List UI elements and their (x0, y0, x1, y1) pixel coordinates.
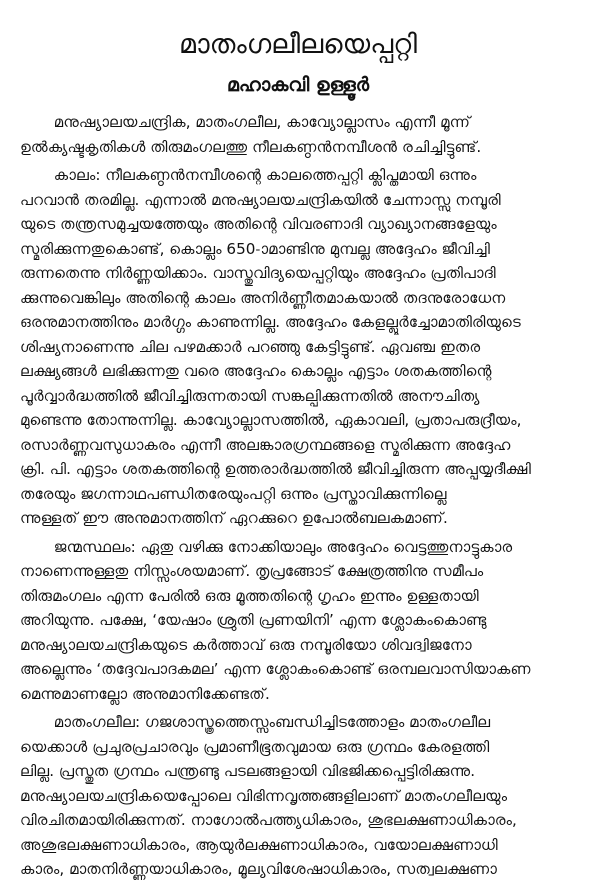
text-line: ജന്മസ്ഥലം: ഏതു വഴിക്കു നോക്കിയാലും അദ്ദേഹം വെട്ടത്തുനാട്ടുകാര (20, 537, 513, 556)
text-line: പറവാൻ തരമില്ല. എന്നാൽ മനുഷ്യാലയചന്ദ്രികയിൽ ചേന്നാസ്സു നമ്പൂരി (20, 190, 501, 209)
text-line: അല്ലെന്നും ‘തദ്ദേവപാദകമല’ എന്ന ശ്ലോകംകൊണ്ട് ഒരമ്പലവാസിയാകണ (20, 660, 531, 678)
text-line: ലില്ല. പ്രസ്തുത ഗ്രന്ഥം പന്ത്രണ്ടു പടലങ്ങളായി വിഭജിക്കപ്പെട്ടിരിക്കുന്നു. (20, 762, 476, 780)
text-line: ശിഷ്യനാണെന്നു ചില പഴമക്കാർ പറഞ്ഞു കേട്ടിട്ടുണ്ട്. ഏവഞ്ച ഇതര (20, 337, 481, 356)
text-line: വിരചിതമായിരിക്കുന്നത്. നാഗോൽപത്ത്യധികാരം, ശുഭലക്ഷണാധികാരം, (20, 811, 517, 829)
paragraph (20, 535, 576, 707)
text-line: തിരുമംഗലം എന്ന പേരിൽ ഒരു മൂത്തതിന്റെ ഗൃഹം ഇന്നും ഉള്ളതായി (20, 586, 479, 605)
paragraph (20, 110, 576, 159)
text-line: മുണ്ടെന്നു തോന്നുന്നില്ല. കാവ്യോല്ലാസത്തിൽ, ഏകാവലി, പ്രതാപരുദ്രീയം, (20, 411, 522, 429)
text-line: ന്നുള്ളത് ഈ അനുമാനത്തിന് ഏറക്കുറെ ഉപോൽബലകമാണ്. (20, 509, 448, 527)
text-line: ഉൽക്യഷ്ടകൃതികൾ തിരുമംഗലത്തു നീലകണ്ഠൻനമ്പീശൻ രചിച്ചിട്ടുണ്ട്. (20, 137, 482, 156)
text-line: മെന്നുമാണല്ലോ അനുമാനിക്കേണ്ടത്. (20, 684, 270, 703)
text-line: ക്രി. പി. എട്ടാം ശതകത്തിന്റെ ഉത്തരാർദ്ധത്തിൽ ജീവിച്ചിരുന്ന അപ്പയ്യദീക്ഷി (20, 460, 531, 478)
text-line: യെക്കാൾ പ്രചുരപ്രചാരവും പ്രമാണീഭൂതവുമായ ഒരു ഗ്രന്ഥം കേരളത്തി (20, 737, 490, 756)
text-line: നാണെന്നുള്ളതു നിസ്സംശയമാണ്. തൃപ്രങ്ങോട് ക്ഷേത്രത്തിനു സമീപം (20, 562, 484, 580)
page-title: മാതംഗലീലയെപ്പറ്റി (178, 29, 418, 60)
body-text (20, 110, 576, 882)
text-line: മനുഷ്യാലയചന്ദ്രികയെപ്പോലെ വിഭിന്നവൃത്തങ്ങളിലാണ് മാതംഗലീലയും (20, 786, 508, 805)
text-line: ഒരനുമാനത്തിനും മാർഗ്ഗം കാണുന്നില്ല. അദ്ദേഹം കേളല്ലൂർച്ചോമാതിരിയുടെ (20, 313, 521, 331)
paragraph (20, 163, 576, 531)
text-line: യുടെ തന്ത്രസമുച്ചയത്തേയും അതിന്റെ വിവരണാദി വ്യാഖ്യാനങ്ങളേയും (20, 215, 497, 233)
text-line: മാതംഗലീല: ഗജശാസ്ത്രത്തെസ്സംബന്ധിച്ചിടത്തോളം മാതംഗലീല (20, 713, 491, 731)
text-line: കാലം: നീലകണ്ഠൻനമ്പീശന്റെ കാലത്തെപ്പറ്റി ക്ലിപ്തമായി ഒന്നും (20, 166, 477, 184)
text-line: ക്കുന്നുവെങ്കിലും അതിന്റെ കാലം അനിർണ്ണീതമാകയാൽ തദനുരോധേന (20, 288, 506, 307)
text-line: അശുഭലക്ഷണാധികാരം, ആയുർലക്ഷണാധികാരം, വയോലക്ഷണാധി (20, 835, 498, 854)
text-line: കാരം, മാതനിർണ്ണയാധികാരം, മൂല്യവിശേഷാധികാരം, സത്വലക്ഷണാ (20, 860, 497, 878)
paragraph (20, 710, 576, 882)
text-line: അറിയുന്നു. പക്ഷേ, ‘യേഷാം ശ്രുതി പ്രണയിനി’ എന്ന ശ്ലോകംകൊണ്ടു (20, 611, 487, 629)
text-line: തരേയും ജഗന്നാഥപണ്ഡിതരേയുംപറ്റി ഒന്നും പ്രസ്താവിക്കുന്നില്ലെ (20, 484, 447, 503)
author-name: മഹാകവി ഉള്ളൂർ (226, 74, 370, 96)
text-line: രുന്നതെന്നു നിർണ്ണയിക്കാം. വാസ്തുവിദ്യയെപ്പറ്റിയും അദ്ദേഹം പ്രതിപാദി (20, 264, 496, 282)
text-line: പൂർവ്വാർദ്ധത്തിൽ ജീവിച്ചിരുന്നതായി സങ്കല്പിക്കുന്നതിൽ അനൗചിത്യ (20, 386, 480, 405)
text-line: മനുഷ്യാലയചന്ദ്രികയുടെ കർത്താവ് ഒരു നമ്പൂരിയോ ശിവദ്വിജനോ (20, 635, 472, 654)
text-line: രസാർണ്ണവസുധാകരം എന്നീ അലങ്കാരഗ്രന്ഥങ്ങളെ സ്മരിക്കുന്ന അദ്ദേഹ (20, 435, 511, 454)
text-line: മനുഷ്യാലയചന്ദ്രിക, മാതംഗലീല, കാവ്യോല്ലാസം എന്നീ മൂന്ന് (20, 113, 471, 131)
text-line: സ്മരിക്കുന്നതുകൊണ്ട്, കൊല്ലം 650-ാമാണ്ടിനു മുമ്പല്ല അദ്ദേഹം ജീവിച്ചി (20, 239, 490, 258)
text-line: ലക്ഷ്യങ്ങൾ ലഭിക്കുന്നതു വരെ അദ്ദേഹം കൊല്ലം എട്ടാം ശതകത്തിന്റെ (20, 362, 492, 380)
